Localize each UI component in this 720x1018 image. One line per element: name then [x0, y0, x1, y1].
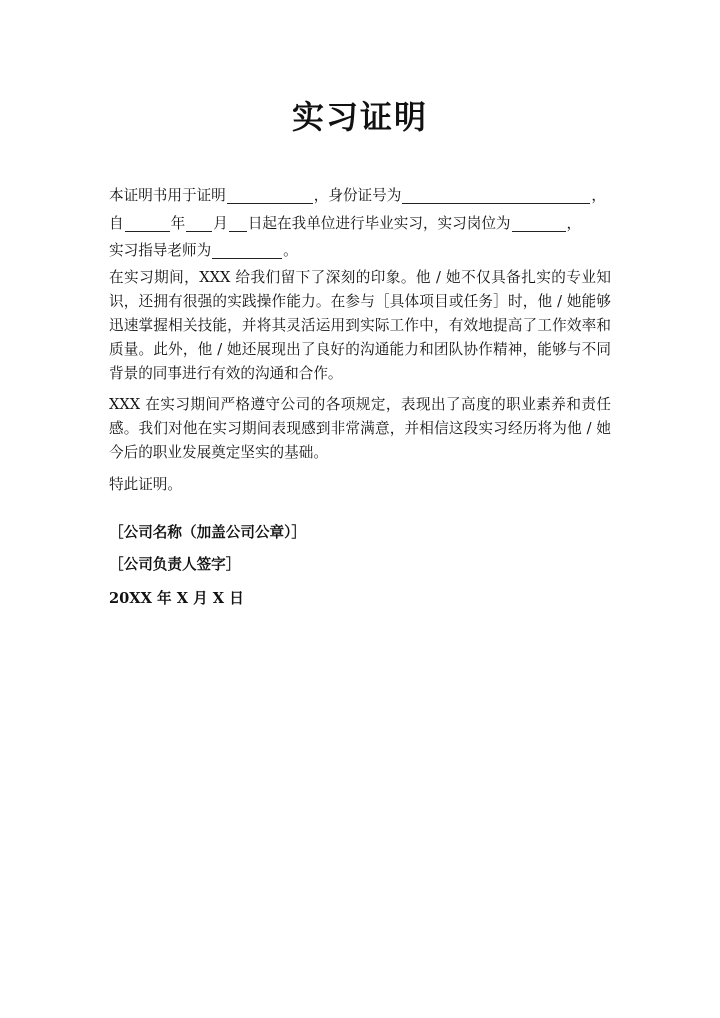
- blank-year: [125, 214, 170, 232]
- blank-position: [512, 214, 566, 232]
- line2-prefix: 自: [109, 215, 124, 232]
- line3-prefix: 实习指导老师为: [109, 242, 212, 259]
- line2-year: 年: [170, 215, 186, 232]
- blank-name: [227, 186, 313, 204]
- fill-line-supervisor: [109, 239, 611, 263]
- blank-supervisor: [212, 241, 282, 259]
- paragraph-conduct: XXX 在实习期间严格遵守公司的各项规定，表现出了高度的职业素养和责任感。我们对他在实习期间表现感到非常满意，并相信这段实习经历将为他 / 她今后的职业发展奠定坚实的基础。: [109, 396, 611, 461]
- paragraph-closing: 特此证明。: [109, 476, 182, 493]
- blank-id-number: [402, 186, 590, 204]
- document-title: 实习证明: [291, 98, 428, 136]
- fill-line-date-position: [109, 212, 611, 236]
- line1-id-label: ，身份证号为: [313, 187, 402, 204]
- signature-date: 20XX 年 X 月 X 日: [109, 590, 244, 607]
- line3-end: 。: [283, 242, 298, 259]
- document-body: [109, 183, 611, 497]
- blank-month: [186, 214, 212, 232]
- line2-month: 月: [213, 215, 228, 232]
- signature-company: ［公司名称（加盖公司公章）］: [109, 524, 307, 541]
- fill-line-name-id: [109, 183, 611, 208]
- line1-prefix: 本证明书用于证明: [109, 187, 226, 204]
- line2-end: ，: [566, 215, 582, 232]
- signature-person: ［公司负责人签字］: [109, 556, 241, 573]
- line2-rest: 日起在我单位进行毕业实习，实习岗位为: [247, 215, 511, 232]
- paragraph-performance: 在实习期间，XXX 给我们留下了深刻的印象。他 / 她不仅具备扎实的专业知识，还拥有很强的实践操作能力。在参与［具体项目或任务］时，他 / 她能够迅速掌握相关技能，并将其灵活运用到实际工作中，有效地提高了工作效率和质量。此外，他 / 她还展现出了良好的沟通能力和团队协作精神，能够与不同背景的同事进行有效的沟通和合作。: [109, 269, 611, 382]
- blank-day: [229, 214, 247, 232]
- line1-end: ，: [591, 187, 606, 204]
